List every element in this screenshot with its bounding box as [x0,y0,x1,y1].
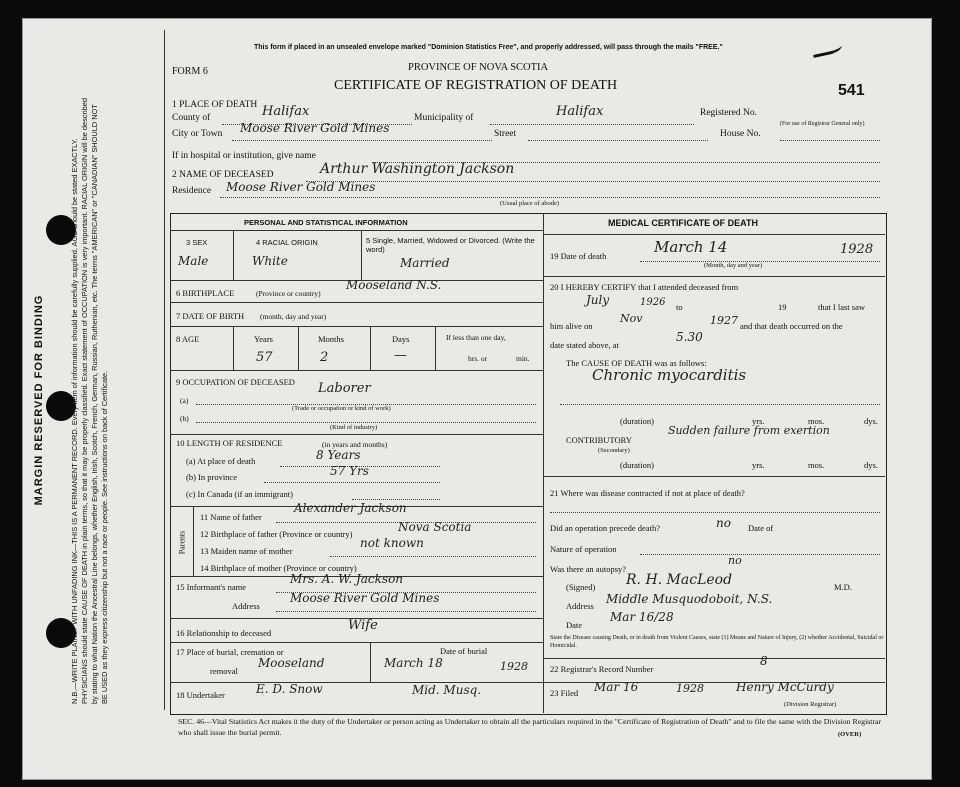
contracted-label: 21 Where was disease contracted if not at place of death? [550,488,745,498]
cause-value: Chronic myocarditis [592,366,747,384]
signed-label: (Signed) [566,582,596,592]
to-label: to [676,302,683,312]
in-province-value: 57 Yrs [330,464,369,478]
street-label: Street [494,129,517,139]
burial-place: Mooseland [258,656,325,670]
dys-label: dys. [864,416,878,426]
stated-label: date stated above, at [550,340,619,350]
operation-value: no [716,516,731,530]
father-birth-label: 12 Birthplace of father (Province or country) [200,529,353,539]
min-label: min. [516,354,530,363]
death-date: March 14 [654,238,728,256]
occ-b: (b) [180,414,189,423]
residence-note: (Usual place of abode) [500,200,560,207]
certificate-number: 541 [838,82,865,99]
dys-label-2: dys. [864,460,878,470]
informant-address-label: Address [232,601,260,611]
signature-date-label: Date [566,620,583,630]
autopsy-value: no [728,554,742,567]
burial-date: March 18 [384,656,443,670]
certify-label: 20 I HEREBY CERTIFY that I attended deceased from [550,282,739,292]
operation-date-label: Date of [748,523,774,533]
alive-year: 1927 [710,314,738,327]
length-label: 10 LENGTH OF RESIDENCE [176,438,283,448]
binding-margin [30,90,160,710]
margin-rule [164,30,165,710]
municipality-label: Municipality of [414,113,474,123]
stated-time: 5.30 [676,330,703,344]
death-date-label: 19 Date of death [550,251,607,261]
informant-value: Mrs. A. W. Jackson [290,572,404,586]
cause-label: The CAUSE OF DEATH was as follows: [566,358,707,368]
death-year: 1928 [840,242,874,257]
racial-value: White [252,254,288,268]
division-registrar-note: (Division Registrar) [784,701,837,708]
place-label: 1 PLACE OF DEATH [172,100,258,110]
margin-instructions: N.B.—WRITE PLAINLY WITH UNFADING INK—THIS IS A PERMANENT RECORD. Every item of information should be carefully supplied. AGE should be stated EXACTLY. PHYSICIANS should state CAUSE OF DEATH in plain terms, so that it may be properly classified. Exact statement of OCCUPATION is very important. RACIAL ORIGIN will be described by stating to what Nation the Ancestral Line belongs, whether English, Irish, Scotch, French, German, Russian, Ruthenian, etc. The terms "AMERICAN" or "CANADIAN" SHOULD NOT BE USED as they express citizenship but not a race or people. See instructions on back of Certificate. [70,98,109,704]
days-value: — [394,348,407,363]
burial-date-label: Date of burial [440,646,488,656]
occupation-label: 9 OCCUPATION OF DECEASED [176,377,295,387]
alive-date: Nov [620,312,643,325]
over-label: (OVER) [838,731,862,738]
contributory-value: Sudden failure from exertion [668,424,830,437]
days-label: Days [392,334,410,344]
filed-date: Mar 16 [594,680,639,694]
months-label: Months [318,334,344,344]
occupation-value: Laborer [318,381,371,396]
duration-label-2: (duration) [620,460,654,470]
undertaker-label: 18 Undertaker [176,690,225,700]
hospital-label: If in hospital or institution, give name [172,151,316,161]
age-label: 8 AGE [176,334,200,344]
physician-address-label: Address [566,601,594,611]
burial-label: 17 Place of burial, cremation or [176,647,284,657]
informant-address: Moose River Gold Mines [290,591,440,605]
undertaker-value: E. D. Snow [256,682,323,696]
mother-value: not known [360,536,424,550]
occ-note-b: (Kind of industry) [330,424,378,431]
page-title: CERTIFICATE OF REGISTRATION OF DEATH [334,78,618,93]
in-province-label: (b) In province [186,472,237,482]
informant-label: 15 Informant's name [176,582,246,592]
division-registrar: Henry McCurdy [736,680,834,694]
father-value: Alexander Jackson [294,501,407,515]
registered-label: Registered No. [700,108,757,118]
birthplace-note: (Province or country) [256,289,321,298]
mother-birth-label: 14 Birthplace of mother (Province or country) [200,563,357,573]
years-value: 57 [256,350,273,365]
marital-label: 5 Single, Married, Widowed or Divorced. (Write the word) [366,236,535,254]
md-label: M.D. [834,582,852,592]
occurred-label: and that death occurred on the [740,321,843,331]
footer-sec46: SEC. 46—Vital Statistics Act makes it the duty of the Undertaker or person acting as Undertaker to obtain all the particulars required in the "Certificate of Registration of Death" and to file the same with the Division Registrar who shall issue the burial permit. [178,717,882,737]
father-birth-value: Nova Scotia [398,520,472,534]
county-value: Halifax [262,104,310,119]
residence-label: Residence [172,186,212,196]
birthplace-label: 6 BIRTHPLACE [176,288,235,298]
mother-label: 13 Maiden name of mother [200,546,293,556]
house-label: House No. [720,129,761,139]
mos-label: mos. [808,416,825,426]
mail-notice: This form if placed in an unsealed envelope marked "Dominion Statistics Free", and properly addressed, will pass through the mails "FREE." [254,44,723,51]
occ-a: (a) [180,396,189,405]
dob-label: 7 DATE OF BIRTH [176,311,245,321]
form-number: FORM 6 [172,66,208,77]
duration-label: (duration) [620,416,654,426]
at-place-value: 8 Years [316,448,361,462]
removal-label: removal [210,666,238,676]
parents-label: Parents [177,530,187,555]
mos-label-2: mos. [808,460,825,470]
racial-label: 4 RACIAL ORIGIN [256,238,318,247]
death-date-note: (Month, day and year) [704,262,763,269]
occ-note-a: (Trade or occupation or kind of work) [292,405,391,412]
years-label: Years [254,334,273,344]
deceased-name: Arthur Washington Jackson [320,161,515,177]
dob-note: (month, day and year) [260,312,327,321]
margin-heading: MARGIN RESERVED FOR BINDING [33,294,45,506]
registrar-record-label: 22 Registrar's Record Number [550,664,654,674]
registrar-record-number: 8 [760,654,768,668]
municipality-value: Halifax [556,104,604,119]
length-note: (in years and months) [322,440,388,449]
months-value: 2 [320,350,329,365]
yrs-label-2: yrs. [752,460,765,470]
physician-address: Middle Musquodoboit, N.S. [606,592,773,606]
registered-note: (For use of Registrar General only) [780,121,865,127]
autopsy-label: Was there an autopsy? [550,564,627,574]
signature-date: Mar 16/28 [610,610,674,624]
residence-value: Moose River Gold Mines [226,180,376,194]
filed-label: 23 Filed [550,688,579,698]
sex-label: 3 SEX [186,238,208,247]
relationship-value: Wife [348,618,378,633]
city-value: Moose River Gold Mines [240,121,390,135]
from-month: July [586,293,610,307]
to-year: 19 [778,302,787,312]
birthplace-value: Mooseland N.S. [346,278,442,292]
county-label: County of [172,113,211,123]
yrs-label: yrs. [752,416,765,426]
last-saw-label: that I last saw [818,302,865,312]
province-title: PROVINCE OF NOVA SCOTIA [408,62,549,73]
from-year: 1926 [640,297,666,308]
personal-heading: PERSONAL AND STATISTICAL INFORMATION [244,218,408,227]
contributory-label: CONTRIBUTORY [566,435,632,445]
relationship-label: 16 Relationship to deceased [176,628,272,638]
filed-year: 1928 [676,682,704,695]
undertaker-place: Mid. Musq. [412,683,482,697]
medical-heading: MEDICAL CERTIFICATE OF DEATH [608,218,758,228]
burial-year: 1928 [500,660,528,673]
state-note: State the Disease causing Death, or in death from Violent Causes, state (1) Means and Nature of Injury, (2) whether Accidental, Suicidal or Homicidal. [550,635,884,649]
alive-label: him alive on [550,321,593,331]
less-label: If less than one day, [446,333,506,342]
city-label: City or Town [172,129,223,139]
operation-label: Did an operation precede death? [550,523,660,533]
father-label: 11 Name of father [200,512,262,522]
marital-value: Married [400,256,450,270]
sex-value: Male [178,254,209,268]
hrs-label: hrs. or [468,354,488,363]
contributory-note: (Secondary) [598,447,630,454]
name-label: 2 NAME OF DECEASED [172,170,274,180]
at-place-label: (a) At place of death [186,456,256,466]
in-canada-label: (c) In Canada (if an immigrant) [186,489,293,499]
signed-value: R. H. MacLeod [626,572,733,588]
nature-label: Nature of operation [550,544,617,554]
